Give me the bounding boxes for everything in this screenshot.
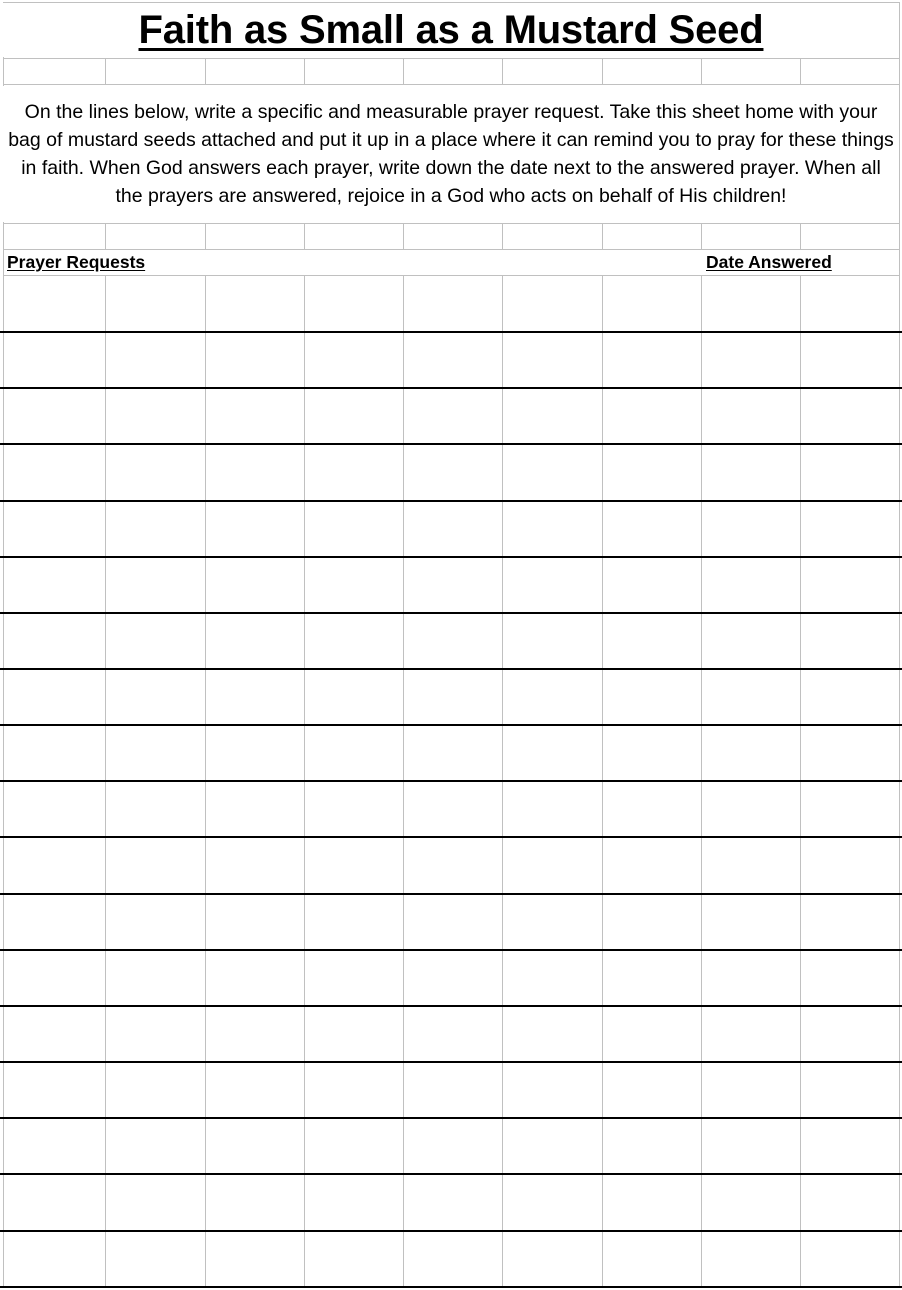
- gridline-vertical: [304, 223, 305, 249]
- grid-border-right: [899, 2, 900, 1287]
- gridline-vertical: [602, 223, 603, 249]
- gridline-vertical: [800, 223, 801, 249]
- gridline-vertical: [105, 223, 106, 249]
- prayer-entry-row[interactable]: [3, 1062, 899, 1118]
- prayer-entry-row[interactable]: [3, 950, 899, 1006]
- prayer-entry-row[interactable]: [3, 501, 899, 557]
- gridline-horizontal: [3, 58, 900, 59]
- gridline-vertical: [701, 223, 702, 249]
- prayer-entry-row[interactable]: [3, 276, 899, 332]
- prayer-entry-row[interactable]: [3, 332, 899, 388]
- date-answered-header: Date Answered: [706, 250, 832, 275]
- prayer-entry-row[interactable]: [3, 388, 899, 444]
- prayer-entry-row[interactable]: [3, 1006, 899, 1062]
- prayer-entry-row[interactable]: [3, 613, 899, 669]
- instructions-text: On the lines below, write a specific and measurable prayer request. Take this sheet home with your bag of mustard seeds attached and put it up in a place where it can remind you to pray for these things in faith. When God answers each prayer, write down the date next to the answered prayer. When all the prayers are answered, rejoice in a God who acts on behalf of His children!: [3, 86, 899, 222]
- prayer-entry-row[interactable]: [3, 1231, 899, 1287]
- prayer-entry-row[interactable]: [3, 557, 899, 613]
- prayer-entry-row[interactable]: [3, 725, 899, 781]
- prayer-entry-row[interactable]: [3, 838, 899, 894]
- gridline-vertical: [403, 223, 404, 249]
- gridline-vertical: [403, 58, 404, 84]
- gridline-horizontal: [3, 84, 900, 85]
- gridline-vertical: [205, 58, 206, 84]
- prayer-entry-row[interactable]: [3, 1174, 899, 1230]
- page-title: Faith as Small as a Mustard Seed: [3, 3, 899, 57]
- gridline-vertical: [105, 58, 106, 84]
- gridline-vertical: [304, 58, 305, 84]
- prayer-entry-row[interactable]: [3, 1118, 899, 1174]
- prayer-requests-header: Prayer Requests: [7, 250, 145, 275]
- gridline-vertical: [502, 58, 503, 84]
- gridline-vertical: [701, 58, 702, 84]
- prayer-entry-row[interactable]: [3, 781, 899, 837]
- prayer-entry-row[interactable]: [3, 669, 899, 725]
- gridline-horizontal: [3, 223, 900, 224]
- prayer-entry-row[interactable]: [3, 444, 899, 500]
- prayer-entry-row[interactable]: [3, 894, 899, 950]
- gridline-vertical: [800, 58, 801, 84]
- gridline-vertical: [502, 223, 503, 249]
- gridline-vertical: [602, 58, 603, 84]
- gridline-vertical: [205, 223, 206, 249]
